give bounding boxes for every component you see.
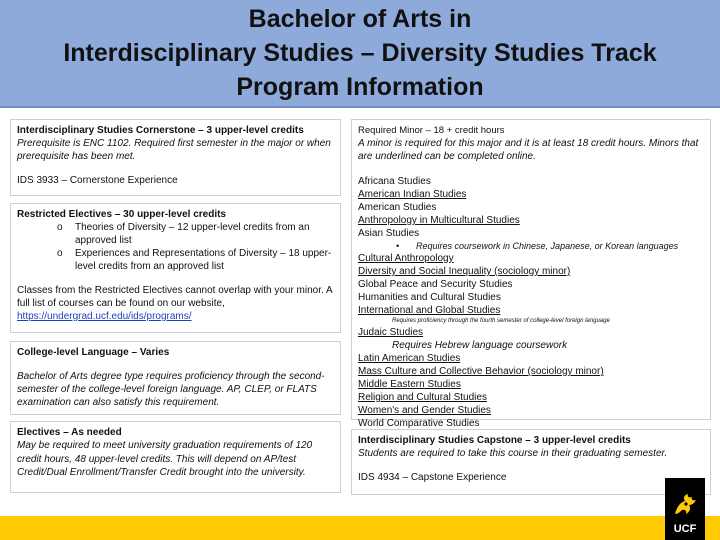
minor-latin-american: Latin American Studies (358, 353, 461, 364)
gold-footer-bar (0, 516, 720, 540)
minor-asian-note (358, 240, 704, 252)
restricted-item (17, 221, 334, 247)
minor-judaic: Judaic Studies (358, 327, 424, 338)
minor-asian-note-text: Requires coursework in Chinese, Japanese, or Korean languages (416, 241, 679, 251)
minor-title: Required Minor – 18 + credit hours (358, 125, 505, 136)
title-banner (0, 0, 720, 108)
minor-judaic-note: Requires Hebrew language coursework (392, 340, 568, 351)
ucf-logo (665, 478, 705, 540)
minor-american-indian: American Indian Studies (358, 189, 467, 200)
minor-middle-eastern: Middle Eastern Studies (358, 379, 461, 390)
minor-world-comparative: World Comparative Studies (358, 418, 480, 429)
language-title: College-level Language – Varies (17, 347, 170, 358)
minor-international-note: Requires proficiency through the fourth semester of college-level foreign language (392, 318, 610, 324)
bullet-marker: • (396, 241, 400, 251)
page-title-line-2: Interdisciplinary Studies – Diversity Studies Track (63, 39, 657, 67)
minor-asian: Asian Studies (358, 228, 420, 239)
cornerstone-prereq: Prerequisite is ENC 1102. Required first semester in the major or when prerequisite has been met. (17, 138, 331, 162)
minor-cultural-anthropology: Cultural Anthropology (358, 253, 454, 264)
restricted-title: Restricted Electives – 30 upper-level credits (17, 209, 226, 220)
cornerstone-course: IDS 3933 – Cornerstone Experience (17, 175, 178, 186)
cornerstone-box (10, 119, 341, 196)
capstone-box (351, 429, 711, 495)
electives-text: May be required to meet university graduation requirements of 120 credit hours, 48 upper-level credits. This will depend on AP/test Credit/Dual Enrollment/Transfer Credit brought into the university. (17, 440, 313, 478)
bullet-marker: o (57, 248, 63, 259)
electives-box (10, 421, 341, 493)
language-text: Bachelor of Arts degree type requires proficiency through the second-semester of the college-level foreign language. AP, CLEP, or FLATS examination can also satisfy this requirement. (17, 371, 325, 408)
minor-anthropology: Anthropology in Multicultural Studies (358, 215, 520, 226)
required-minor-box (351, 119, 711, 429)
restricted-item (17, 247, 334, 273)
page-title-line-1: Bachelor of Arts in (248, 5, 472, 33)
cornerstone-title: Interdisciplinary Studies Cornerstone – 3 upper-level credits (17, 125, 304, 136)
restricted-item-text: Theories of Diversity – 12 upper-level credits from an approved list (75, 222, 310, 246)
capstone-title: Interdisciplinary Studies Capstone – 3 upper-level credits (358, 435, 631, 446)
ucf-logo-text: UCF (673, 523, 697, 535)
restricted-note (17, 284, 334, 323)
restricted-note-text: Classes from the Restricted Electives cannot overlap with your minor. A full list of courses can be found on our website, (17, 285, 333, 309)
restricted-item-text: Experiences and Representations of Diversity – 18 upper-level credits from an approved list (75, 248, 332, 272)
capstone-course: IDS 4934 – Capstone Experience (358, 472, 507, 483)
capstone-text: Students are required to take this course in their graduating semester. (358, 448, 668, 459)
minor-global-peace: Global Peace and Security Studies (358, 279, 513, 290)
bullet-marker: o (57, 222, 63, 233)
minor-womens-gender: Women's and Gender Studies (358, 405, 491, 416)
restricted-electives-box (10, 203, 341, 333)
minor-note: A minor is required for this major and it is at least 18 credit hours. Minors that are underlined can be completed online. (358, 138, 699, 162)
page-title-line-3: Program Information (236, 73, 484, 101)
electives-title: Electives – As needed (17, 427, 122, 438)
minor-humanities: Humanities and Cultural Studies (358, 292, 501, 303)
pegasus-icon (671, 492, 699, 520)
minor-mass-culture: Mass Culture and Collective Behavior (sociology minor) (358, 366, 604, 377)
minor-diversity-inequality: Diversity and Social Inequality (sociology minor) (358, 266, 571, 277)
programs-link[interactable]: https://undergrad.ucf.edu/ids/programs/ (17, 311, 192, 322)
language-box (10, 341, 341, 415)
minor-religion: Religion and Cultural Studies (358, 392, 487, 403)
minor-africana: Africana Studies (358, 176, 431, 187)
minor-american: American Studies (358, 202, 437, 213)
minor-international: International and Global Studies (358, 305, 501, 316)
